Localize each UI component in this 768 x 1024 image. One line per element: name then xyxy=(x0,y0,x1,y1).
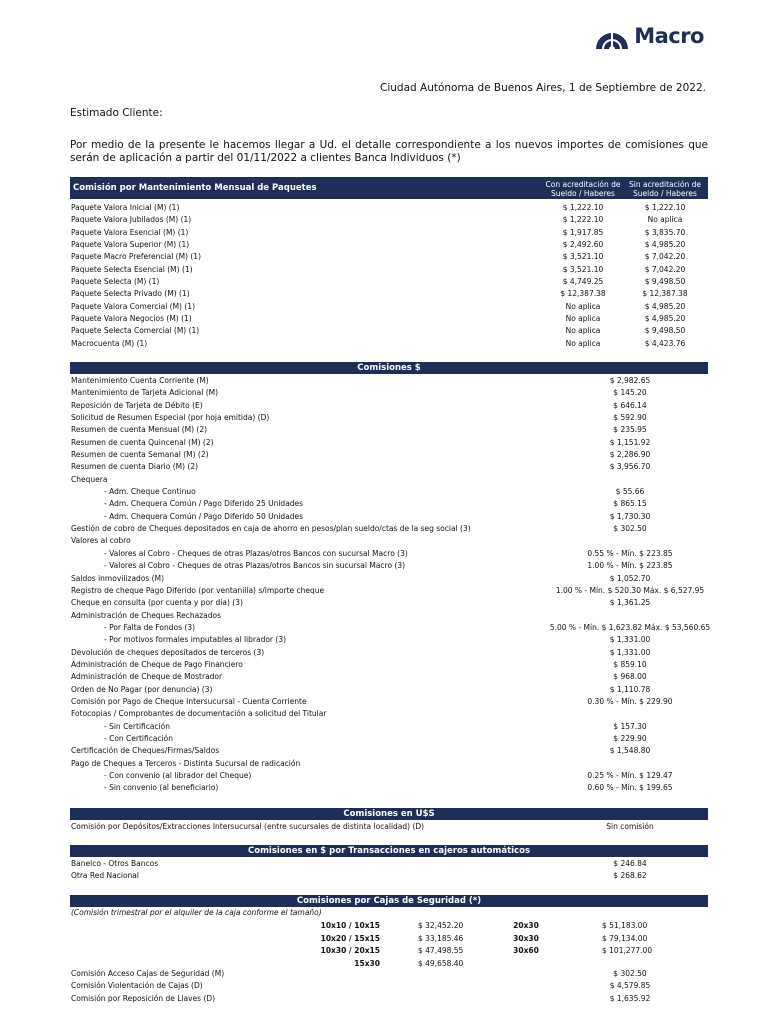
table-row xyxy=(70,980,708,992)
row-label: Resumen de cuenta Diario (M) (2) xyxy=(71,462,199,472)
table-row xyxy=(70,486,708,498)
row-value: $ 865.15 xyxy=(613,499,647,509)
box-size: 15x30 xyxy=(354,958,380,968)
row-value-con-sueldo: $ 2,492.60 xyxy=(562,240,604,250)
row-label: Comisión Violentación de Cajas (D) xyxy=(71,981,203,991)
cajas-table xyxy=(70,968,708,1005)
table-row xyxy=(70,424,708,436)
paquetes-title: Comisión por Mantenimiento Mensual de Paquetes xyxy=(73,183,317,193)
row-label: Comisión por Depósitos/Extracciones Intersucursal (entre sucursales de distinta localidad) (D) xyxy=(71,822,425,831)
row-label: Macrocuenta (M) (1) xyxy=(71,338,148,348)
table-row xyxy=(70,548,708,560)
row-label: - Valores al Cobro - Cheques de otras Plazas/otros Bancos con sucursal Macro (3) xyxy=(104,548,408,558)
row-value: $ 157.30 xyxy=(613,721,647,731)
row-value: $ 1,151.92 xyxy=(609,437,651,447)
table-row xyxy=(70,870,708,882)
table-row xyxy=(70,721,708,733)
row-value: $ 229.90 xyxy=(613,733,647,743)
row-label: Administración de Cheque de Mostrador xyxy=(71,672,223,682)
row-label: Devolución de cheques depositados de terceros (3) xyxy=(71,647,265,657)
row-value: $ 1,052.70 xyxy=(609,573,651,583)
table-row xyxy=(70,325,708,337)
row-label: - Con convenio (al librador del Cheque) xyxy=(104,771,252,780)
table-row xyxy=(70,264,708,276)
row-value-con-sueldo: $ 1,222.10 xyxy=(562,215,604,225)
row-value: $ 4,579.85 xyxy=(609,981,651,991)
table-row xyxy=(70,782,708,794)
row-label: Administración de Cheque de Pago Financiero xyxy=(71,659,243,669)
box-price: $ 79,134.00 xyxy=(602,933,648,943)
row-value-sin-sueldo: $ 9,498.50 xyxy=(644,326,686,336)
row-value: Sin comisión xyxy=(606,822,654,831)
table-row xyxy=(70,573,708,585)
box-size: 30x30 xyxy=(513,933,539,943)
table-row xyxy=(70,535,708,547)
table-row xyxy=(70,276,708,288)
row-value: 1.00 % - Mín. $ 520.30 Máx. $ 6,527.95 xyxy=(555,585,705,595)
row-value: $ 1,548.80 xyxy=(609,746,651,756)
row-label: - Valores al Cobro - Cheques de otras Plazas/otros Bancos sin sucursal Macro (3) xyxy=(104,561,406,571)
comisiones-pesos-header: Comisiones $ xyxy=(70,362,708,374)
row-label: Paquete Valora Esencial (M) (1) xyxy=(71,227,189,237)
row-value: $ 302.50 xyxy=(613,969,647,978)
row-value: $ 592.90 xyxy=(613,413,647,423)
table-row xyxy=(70,696,708,708)
table-row xyxy=(70,239,708,251)
table-row xyxy=(70,708,708,720)
table-row xyxy=(70,375,708,387)
row-label: Paquete Valora Comercial (M) (1) xyxy=(71,301,195,311)
row-label: - Por motivos formales imputables al librador (3) xyxy=(104,635,287,645)
row-label: Saldos inmovilizados (M) xyxy=(71,573,164,583)
cajas-header: Comisiones por Cajas de Seguridad (*) xyxy=(70,895,708,907)
table-row xyxy=(70,659,708,671)
table-row xyxy=(70,214,708,226)
box-price: $ 101,277.00 xyxy=(602,946,653,955)
table-row xyxy=(70,288,708,300)
table-row xyxy=(70,313,708,325)
row-label: Cheque en consulta (por cuenta y por día) (3) xyxy=(71,598,243,608)
row-value-con-sueldo: $ 1,222.10 xyxy=(562,203,604,212)
row-label: Paquete Selecta (M) (1) xyxy=(71,277,160,287)
paquetes-table xyxy=(70,202,708,350)
paquetes-col1-header: Con acreditación de Sueldo / Haberes xyxy=(545,180,621,198)
table-row xyxy=(70,251,708,263)
row-label: Certificación de Cheques/Firmas/Saldos xyxy=(71,746,220,756)
macro-logo xyxy=(592,22,704,50)
row-value: $ 646.14 xyxy=(613,400,647,410)
dateline: Ciudad Autónoma de Buenos Aires, 1 de Septiembre de 2022. xyxy=(380,82,706,94)
row-value-con-sueldo: No aplica xyxy=(565,314,601,324)
table-row xyxy=(70,461,708,473)
row-label: Fotocopias / Comprobantes de documentación a solicitud del Titular xyxy=(71,709,327,719)
row-value: 0.30 % - Mín. $ 229.90 xyxy=(587,696,673,706)
row-value-con-sueldo: $ 12,387.38 xyxy=(560,289,606,299)
table-row xyxy=(70,202,708,214)
row-value: $ 1,331.00 xyxy=(609,635,651,645)
box-size: 10x30 / 20x15 xyxy=(320,946,380,955)
table-row xyxy=(70,437,708,449)
row-label: Paquete Selecta Privado (M) (1) xyxy=(71,289,190,299)
row-value-sin-sueldo: $ 4,423.76 xyxy=(644,338,686,348)
row-label: Administración de Cheques Rechazados xyxy=(71,610,221,620)
box-price: $ 47,498.55 xyxy=(418,946,464,955)
row-label: Paquete Selecta Comercial (M) (1) xyxy=(71,326,200,336)
row-label: Otra Red Nacional xyxy=(71,871,139,881)
row-label: Paquete Selecta Esencial (M) (1) xyxy=(71,264,193,274)
paquetes-col2-header: Sin acreditación de Sueldo / Haberes xyxy=(629,180,701,198)
table-row xyxy=(70,412,708,424)
comisiones-pesos-table xyxy=(70,375,711,795)
cajas-note: (Comisión trimestral por el alquiler de la caja conforme el tamaño) xyxy=(71,908,322,917)
row-label: - Adm. Chequera Común / Pago Diferido 25 Unidades xyxy=(104,499,304,509)
table-row xyxy=(70,634,708,646)
table-row xyxy=(70,585,708,597)
row-label: Reposición de Tarjeta de Débito (E) xyxy=(71,400,203,410)
row-label: - Adm. Chequera Común / Pago Diferido 50 Unidades xyxy=(104,511,304,521)
row-value-sin-sueldo: No aplica xyxy=(647,215,683,225)
row-label: Paquete Valora Superior (M) (1) xyxy=(71,240,190,250)
row-label: - Sin Certificación xyxy=(104,721,171,731)
table-row xyxy=(70,968,708,980)
row-label: - Con Certificación xyxy=(104,733,174,743)
row-value-con-sueldo: No aplica xyxy=(565,338,601,348)
row-label: Pago de Cheques a Terceros - Distinta Sucursal de radicación xyxy=(71,758,301,768)
row-label: Resumen de cuenta Quincenal (M) (2) xyxy=(71,437,214,447)
row-value-sin-sueldo: $ 12,387.38 xyxy=(642,289,688,299)
table-row xyxy=(70,647,708,659)
row-label: Comisión por Pago de Cheque Intersucursal - Cuenta Corriente xyxy=(71,696,307,706)
box-size: 10x10 / 10x15 xyxy=(320,921,380,930)
macro-logo-icon xyxy=(592,22,632,50)
table-row xyxy=(70,560,708,572)
box-price: $ 32,452.20 xyxy=(418,921,464,930)
row-value-con-sueldo: No aplica xyxy=(565,301,601,311)
row-label: - Por Falta de Fondos (3) xyxy=(104,622,196,632)
comisiones-usd-table xyxy=(70,821,708,833)
row-value-con-sueldo: No aplica xyxy=(565,326,601,336)
row-label: - Adm. Cheque Continuo xyxy=(104,487,196,497)
row-label: Solicitud de Resumen Especial (por hoja emitida) (D) xyxy=(71,413,270,423)
row-value: 0.25 % - Mín. $ 129.47 xyxy=(587,771,673,780)
box-price: $ 51,183.00 xyxy=(602,921,648,930)
row-label: Resumen de cuenta Mensual (M) (2) xyxy=(71,425,208,435)
row-value: $ 859.10 xyxy=(613,659,647,669)
row-value: $ 2,982.65 xyxy=(609,376,651,385)
row-label: Paquete Valora Jubilados (M) (1) xyxy=(71,215,192,225)
row-value: $ 968.00 xyxy=(613,672,647,682)
table-row xyxy=(70,597,708,609)
table-row xyxy=(70,227,708,239)
table-row xyxy=(70,474,708,486)
greeting: Estimado Cliente: xyxy=(70,107,163,119)
table-row xyxy=(70,449,708,461)
row-label: Orden de No Pagar (por denuncia) (3) xyxy=(71,684,213,694)
table-row xyxy=(70,684,708,696)
row-label: Mantenimiento Cuenta Corriente (M) xyxy=(71,376,209,385)
row-label: Banelco - Otros Bancos xyxy=(71,859,159,868)
grid-row xyxy=(70,933,708,946)
box-price: $ 33,185.46 xyxy=(418,933,464,943)
row-value-sin-sueldo: $ 3,835.70 xyxy=(644,227,686,237)
row-value: $ 3,956.70 xyxy=(609,462,651,472)
row-label: Paquete Valora Inicial (M) (1) xyxy=(71,203,180,212)
row-value: 0.55 % - Mín. $ 223.85 xyxy=(587,548,673,558)
row-label: Paquete Macro Preferencial (M) (1) xyxy=(71,252,201,262)
table-row xyxy=(70,770,708,782)
table-row xyxy=(70,511,708,523)
cajeros-header: Comisiones en $ por Transacciones en cajeros automáticos xyxy=(70,845,708,857)
table-row xyxy=(70,400,708,412)
row-value: $ 1,635.92 xyxy=(609,993,651,1003)
row-label: Gestión de cobro de Cheques depositados en caja de ahorro en pesos/plan sueldo/ctas de la seg social (3) xyxy=(71,524,471,534)
box-size: 10x20 / 15x15 xyxy=(320,933,380,943)
row-value-con-sueldo: $ 1,917.85 xyxy=(562,227,604,237)
table-row xyxy=(70,610,708,622)
row-value: $ 1,110.78 xyxy=(609,684,651,694)
table-row xyxy=(70,858,708,870)
row-value: $ 302.50 xyxy=(613,524,647,534)
row-label: Comisión por Reposición de Llaves (D) xyxy=(71,993,216,1003)
row-value: $ 2,286.90 xyxy=(609,450,651,460)
table-row xyxy=(70,745,708,757)
table-row xyxy=(70,498,708,510)
row-label: Mantenimiento de Tarjeta Adicional (M) xyxy=(71,388,219,398)
box-size: 20x30 xyxy=(513,921,539,930)
logo-text: Macro xyxy=(634,24,704,48)
row-value-sin-sueldo: $ 4,985.20 xyxy=(644,240,686,250)
table-row xyxy=(70,993,708,1005)
comisiones-usd-header: Comisiones en U$S xyxy=(70,808,708,820)
grid-row xyxy=(70,920,708,933)
box-size: 30x60 xyxy=(513,946,539,955)
table-row xyxy=(70,301,708,313)
grid-row xyxy=(70,945,708,958)
row-label: Comisión Acceso Cajas de Seguridad (M) xyxy=(71,969,225,978)
table-row xyxy=(70,523,708,535)
row-label: Valores al cobro xyxy=(71,536,131,546)
cajas-size-grid xyxy=(70,920,708,970)
intro-paragraph: Por medio de la presente le hacemos llegar a Ud. el detalle correspondiente a los nuevos importes de comisiones que serán de aplicación a partir del 01/11/2022 a clientes Banca Individuos (*) xyxy=(70,139,708,164)
table-row xyxy=(70,733,708,745)
row-value: $ 55.66 xyxy=(615,487,645,497)
row-value: $ 268.62 xyxy=(613,871,647,881)
row-label: Resumen de cuenta Semanal (M) (2) xyxy=(71,450,209,460)
row-value: $ 235.95 xyxy=(613,425,647,435)
table-row xyxy=(70,821,708,833)
row-label: Chequera xyxy=(71,474,108,484)
table-row xyxy=(70,387,708,399)
row-label: Paquete Valora Negocios (M) (1) xyxy=(71,314,192,324)
row-value-con-sueldo: $ 3,521.10 xyxy=(562,252,604,262)
row-value: $ 1,331.00 xyxy=(609,647,651,657)
row-value: 5.00 % - Mín. $ 1,623.82 Máx. $ 53,560.65 xyxy=(549,622,711,632)
row-value-sin-sueldo: $ 1,222.10 xyxy=(644,203,686,212)
table-row xyxy=(70,671,708,683)
row-label: Registro de cheque Pago Diferido (por ventanilla) s/importe cheque xyxy=(71,585,325,595)
row-value-sin-sueldo: $ 4,985.20 xyxy=(644,301,686,311)
row-value: $ 246.84 xyxy=(613,859,647,868)
row-value-con-sueldo: $ 4,749.25 xyxy=(562,277,604,287)
cajeros-table xyxy=(70,858,708,883)
row-value: 0.60 % - Mín. $ 199.65 xyxy=(587,783,673,793)
row-value-sin-sueldo: $ 7,042.20 xyxy=(644,264,686,274)
row-value: $ 1,361.25 xyxy=(609,598,651,608)
table-row xyxy=(70,758,708,770)
row-label: - Sin convenio (al beneficiario) xyxy=(104,783,219,793)
table-row xyxy=(70,338,708,350)
table-row xyxy=(70,622,711,634)
paquetes-header xyxy=(70,177,708,199)
row-value: $ 145.20 xyxy=(613,388,647,398)
row-value-sin-sueldo: $ 4,985.20 xyxy=(644,314,686,324)
row-value: 1.00 % - Mín. $ 223.85 xyxy=(587,561,673,571)
row-value-con-sueldo: $ 3,521.10 xyxy=(562,264,604,274)
row-value-sin-sueldo: $ 7,042.20 xyxy=(644,252,686,262)
row-value-sin-sueldo: $ 9,498.50 xyxy=(644,277,686,287)
box-price: $ 49,658.40 xyxy=(418,958,464,968)
row-value: $ 1,730.30 xyxy=(609,511,651,521)
